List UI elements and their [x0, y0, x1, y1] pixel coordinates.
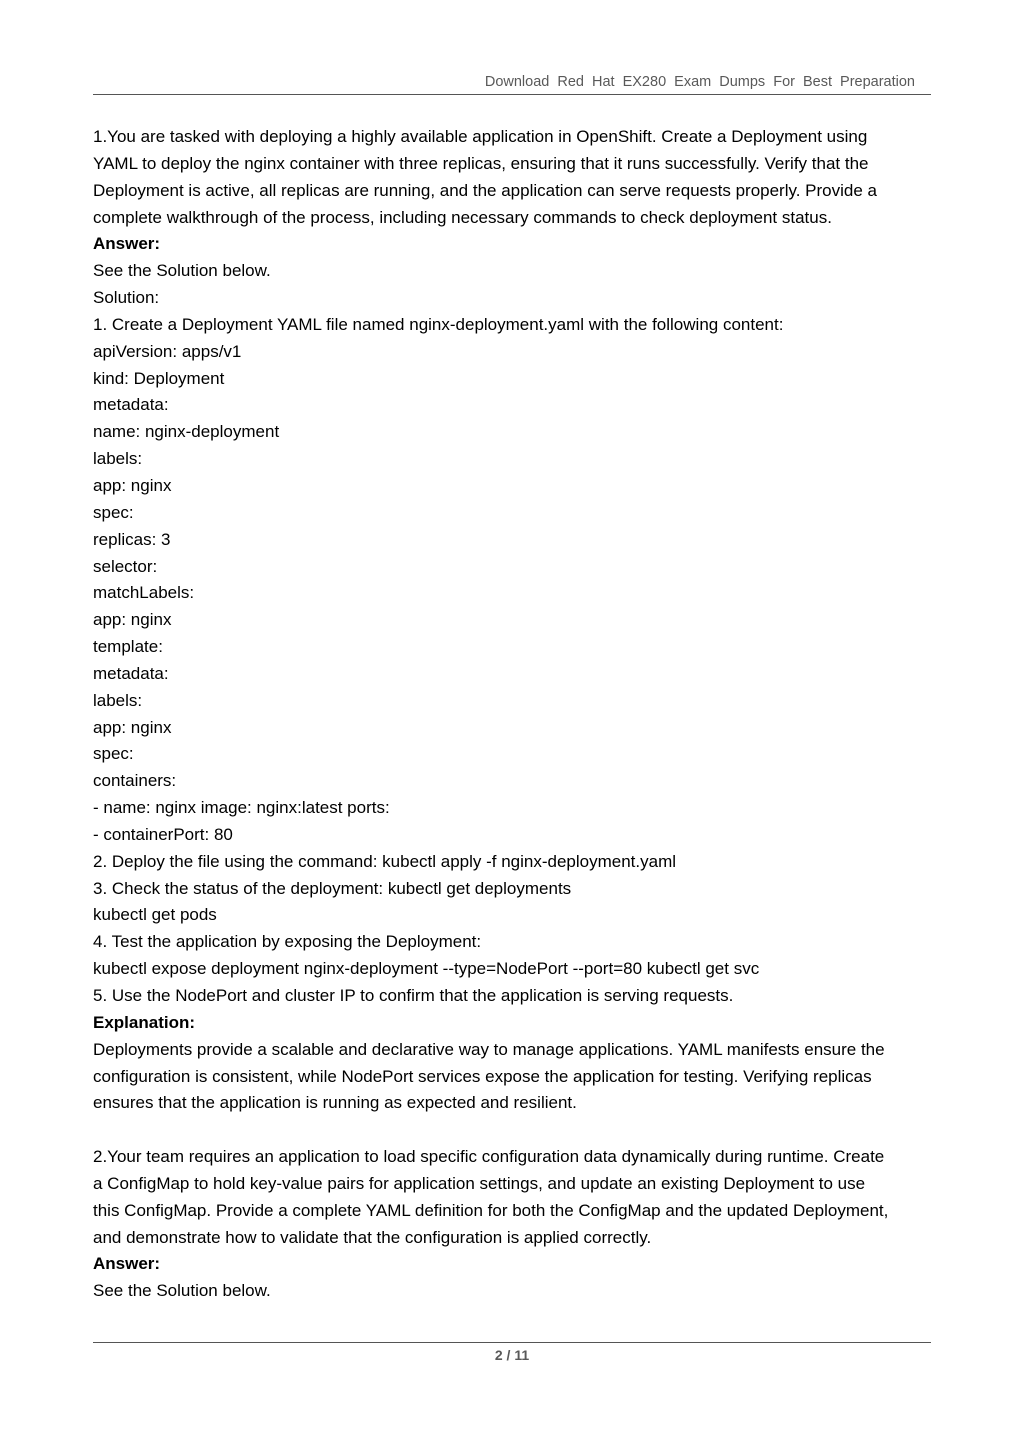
page-footer — [93, 1342, 931, 1363]
text-line: app: nginx — [93, 717, 172, 737]
header-title: Download Red Hat EX280 Exam Dumps For Best Preparation — [484, 74, 915, 90]
text-line: Solution: — [93, 288, 160, 308]
text-line: Deployment is active, all replicas are running, and the application can serve requests properly. Provide a — [93, 180, 877, 200]
section-heading: Answer: — [93, 1254, 161, 1274]
text-line: kubectl get pods — [93, 905, 217, 925]
document-body — [93, 124, 933, 1305]
text-line: 1. Create a Deployment YAML file named nginx-deployment.yaml with the following content: — [93, 314, 784, 334]
text-line: complete walkthrough of the process, including necessary commands to check deployment status. — [93, 207, 832, 227]
text-line: matchLabels: — [93, 583, 195, 603]
blank-line — [93, 1117, 933, 1144]
text-line: Deployments provide a scalable and declarative way to manage applications. YAML manifests ensure the — [93, 1039, 885, 1059]
text-line: name: nginx-deployment — [93, 422, 280, 442]
text-line: a ConfigMap to hold key-value pairs for application settings, and update an existing Deployment to use — [93, 1173, 866, 1193]
text-line: - name: nginx image: nginx:latest ports: — [93, 798, 390, 818]
text-line: configuration is consistent, while NodePort services expose the application for testing. Verifying replicas — [93, 1066, 872, 1086]
page-number: 2 / 11 — [494, 1347, 530, 1363]
text-line: metadata: — [93, 395, 169, 415]
text-line: containers: — [93, 771, 177, 791]
text-line: 3. Check the status of the deployment: kubectl get deployments — [93, 878, 572, 898]
text-line: app: nginx — [93, 610, 172, 630]
text-line: apiVersion: apps/v1 — [93, 341, 242, 361]
text-line: YAML to deploy the nginx container with three replicas, ensuring that it runs successfully. Verify that the — [93, 153, 869, 173]
text-line: template: — [93, 637, 163, 657]
section-heading: Answer: — [93, 234, 161, 254]
text-line: and demonstrate how to validate that the configuration is applied correctly. — [93, 1227, 652, 1247]
text-line: ensures that the application is running as expected and resilient. — [93, 1093, 577, 1113]
text-line: 5. Use the NodePort and cluster IP to confirm that the application is serving requests. — [93, 986, 734, 1005]
text-line: labels: — [93, 449, 143, 469]
section-heading: Explanation: — [93, 1012, 196, 1032]
text-line: - containerPort: 80 — [93, 824, 233, 844]
text-line: 2. Deploy the file using the command: kubectl apply -f nginx-deployment.yaml — [93, 851, 677, 871]
text-line: kind: Deployment — [93, 368, 225, 388]
text-line: this ConfigMap. Provide a complete YAML definition for both the ConfigMap and the updated Deployment, — [93, 1200, 889, 1220]
text-line: app: nginx — [93, 475, 172, 495]
page-header — [93, 72, 931, 95]
text-line: 2.Your team requires an application to load specific configuration data dynamically during runtime. Create — [93, 1147, 885, 1167]
text-line: kubectl expose deployment nginx-deployment --type=NodePort --port=80 kubectl get svc — [93, 959, 760, 979]
text-line: 4. Test the application by exposing the Deployment: — [93, 932, 482, 952]
text-line: spec: — [93, 502, 134, 522]
text-line: spec: — [93, 744, 134, 764]
text-line: selector: — [93, 556, 158, 576]
text-line: metadata: — [93, 663, 169, 683]
text-line: labels: — [93, 690, 143, 710]
text-line: replicas: 3 — [93, 529, 171, 549]
text-line: 1.You are tasked with deploying a highly available application in OpenShift. Create a Deployment using — [93, 127, 868, 146]
text-line: See the Solution below. — [93, 261, 271, 281]
text-line: See the Solution below. — [93, 1281, 271, 1301]
